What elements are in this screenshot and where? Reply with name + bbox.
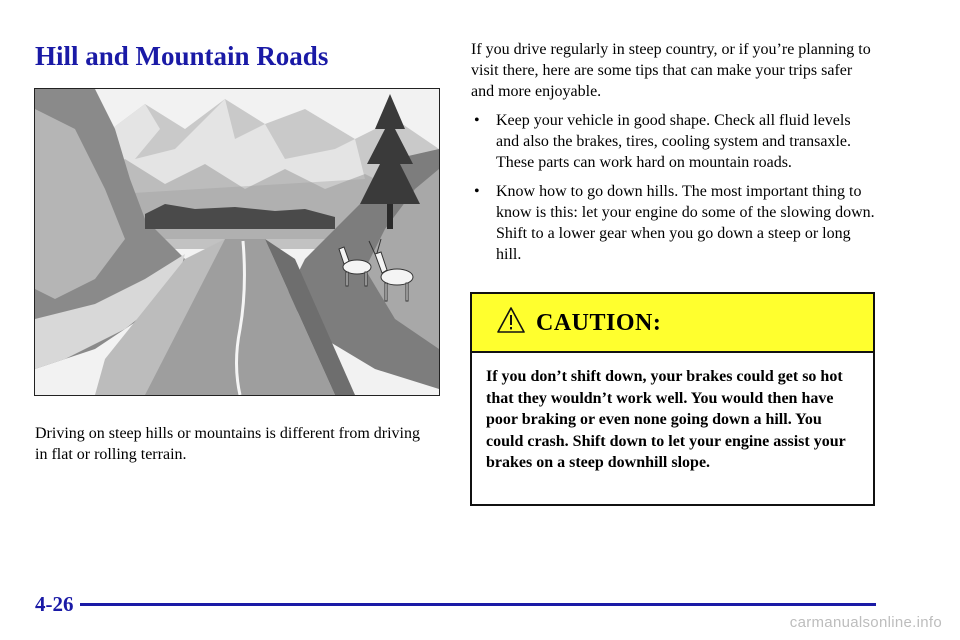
list-item-text: Know how to go down hills. The most important thing to know is this: let your engine do some of the slowing down. Shift to a lower gear when you go down a steep or long hill. <box>496 183 875 263</box>
tips-intro: If you drive regularly in steep country, or if you’re planning to visit there, here are some tips that can make your trips safer and more enjoyable. <box>471 41 871 100</box>
mountain-road-illustration <box>34 88 440 396</box>
caution-title: CAUTION: <box>536 310 662 336</box>
footer-divider <box>80 603 876 606</box>
tips-list <box>471 110 876 273</box>
caution-box <box>470 292 875 506</box>
page-number: 4-26 <box>35 592 74 616</box>
intro-paragraph: Driving on steep hills or mountains is different from driving in flat or rolling terrain. <box>35 425 420 463</box>
watermark: carmanualsonline.info <box>789 614 942 631</box>
bullet-icon: • <box>474 183 480 200</box>
list-item <box>471 181 876 265</box>
caution-text: If you don’t shift down, your brakes could get so hot that they wouldn’t work well. You would then have poor braking or even none going down a hill. You could crash. Shift down to let your engine assist your brakes on a steep downhill slope. <box>486 368 846 471</box>
list-item <box>471 110 876 173</box>
warning-triangle-icon <box>496 306 526 339</box>
bullet-icon: • <box>474 112 480 129</box>
list-item-text: Keep your vehicle in good shape. Check all fluid levels and also the brakes, tires, cooling system and transaxle. These parts can work hard on mountain roads. <box>496 112 852 171</box>
page-title: Hill and Mountain Roads <box>35 41 329 71</box>
caution-header <box>472 294 873 353</box>
